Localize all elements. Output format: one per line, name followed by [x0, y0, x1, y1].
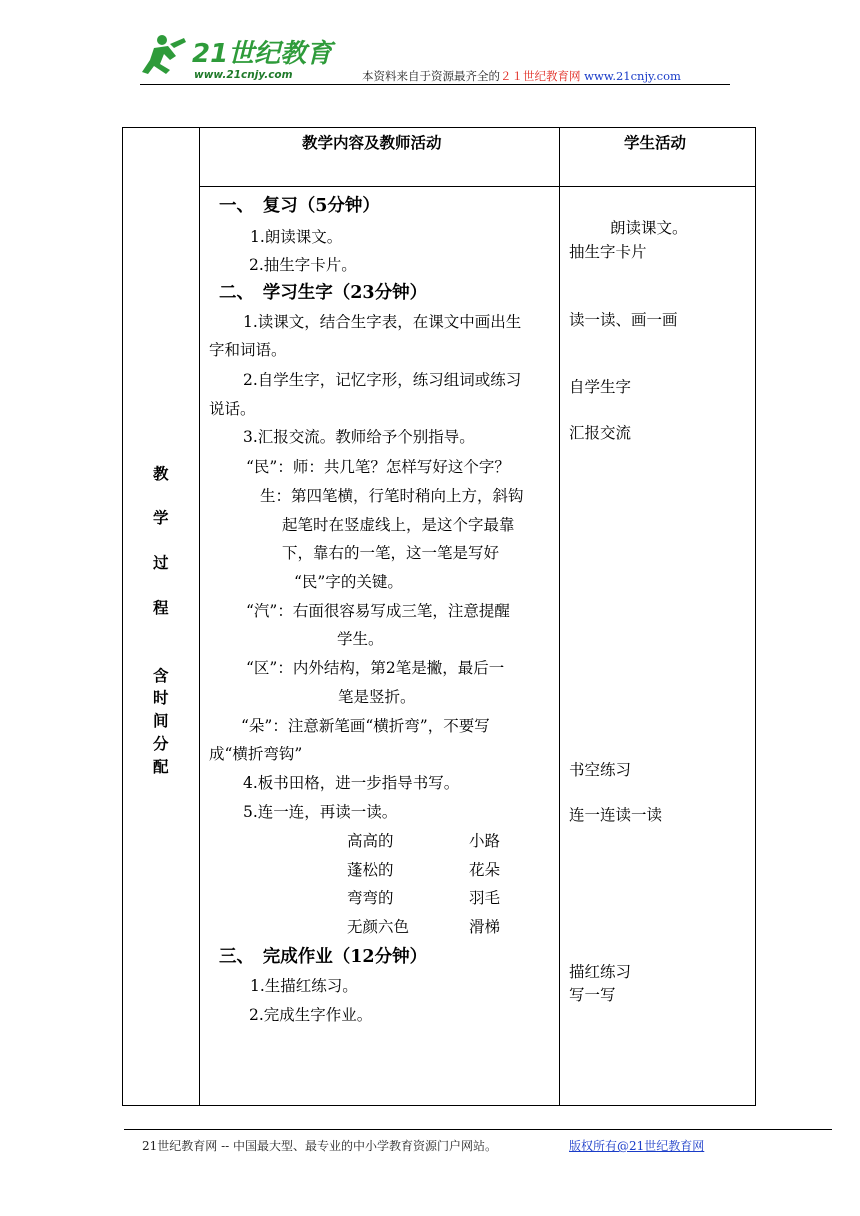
header-note-prefix: 本资料来自于资源最齐全的	[362, 69, 500, 83]
teacher-line: 2.抽生字卡片。	[249, 256, 357, 274]
teacher-line: 成“横折弯钩”	[209, 745, 303, 763]
side-sublabel-char: 配	[153, 757, 169, 776]
side-column-divider	[199, 127, 200, 1106]
match-right-item: 花朵	[469, 861, 501, 879]
match-left-item: 高高的	[347, 832, 394, 850]
header-divider	[140, 84, 730, 85]
header-note-url[interactable]: www.21cnjy.com	[584, 69, 681, 83]
teacher-line: 1.读课文，结合生字表，在课文中画出生	[243, 313, 522, 331]
teacher-line: 生：第四笔横，行笔时稍向上方，斜钩	[260, 487, 524, 505]
match-right-item: 小路	[469, 832, 501, 850]
teacher-line: 2.自学生字，记忆字形，练习组词或练习	[243, 371, 522, 389]
section-homework-heading: 三、 完成作业（12分钟）	[219, 947, 428, 967]
teacher-line: 2.完成生字作业。	[249, 1006, 373, 1024]
teacher-line: 1.生描红练习。	[250, 977, 358, 995]
header-note-brand[interactable]: ２１世纪教育网	[500, 69, 581, 83]
section-review-heading: 一、 复习（5分钟）	[219, 196, 380, 216]
teacher-line: “汽”：右面很容易写成三笔，注意提醒	[246, 602, 510, 620]
footer-text: 21世纪教育网 -- 中国最大型、最专业的中小学教育资源门户网站。	[142, 1139, 498, 1153]
side-sublabel-char: 时	[153, 688, 169, 707]
header-note	[362, 68, 681, 84]
student-line: 描红练习	[569, 963, 632, 981]
site-logo	[140, 30, 340, 84]
teacher-line: “民”字的关键。	[294, 573, 403, 591]
match-left-item: 无颜六色	[347, 918, 410, 936]
side-label-char: 程	[153, 598, 169, 617]
side-label-char: 学	[153, 508, 169, 527]
student-column-divider	[559, 127, 560, 1106]
student-line: 书空练习	[569, 761, 632, 779]
match-left-item: 蓬松的	[347, 861, 394, 879]
logo-text: 21世纪教育	[192, 39, 333, 69]
footer-divider	[124, 1129, 832, 1130]
teacher-line: 3.汇报交流。教师给予个别指导。	[243, 428, 475, 446]
teacher-line: 学生。	[337, 630, 384, 648]
student-line: 抽生字卡片	[569, 243, 647, 261]
student-line: 汇报交流	[569, 424, 632, 442]
side-label-char: 教	[153, 464, 169, 483]
teacher-column-header: 教学内容及教师活动	[302, 133, 442, 152]
student-line: 连一连读一读	[569, 806, 663, 824]
runner-icon	[142, 35, 186, 74]
student-line: 朗读课文。	[610, 219, 688, 237]
header-row-divider	[199, 186, 756, 187]
student-column-header: 学生活动	[624, 133, 687, 152]
table-border-right	[755, 127, 756, 1106]
teacher-line: 1.朗读课文。	[250, 228, 343, 246]
footer-copyright-link[interactable]: 版权所有@21世纪教育网	[569, 1139, 705, 1153]
table-border-left	[122, 127, 123, 1106]
student-line: 写一写	[569, 986, 616, 1004]
teacher-line: “区”：内外结构，第2笔是撇，最后一	[246, 659, 505, 677]
table-border-top	[122, 127, 756, 128]
match-right-item: 羽毛	[469, 889, 501, 907]
teacher-line: 字和词语。	[209, 341, 287, 359]
side-label-char: 过	[153, 553, 169, 572]
student-line: 读一读、画一画	[569, 311, 678, 329]
match-left-item: 弯弯的	[347, 889, 394, 907]
teacher-line: 4.板书田格，进一步指导书写。	[243, 774, 460, 792]
section-learn-heading: 二、 学习生字（23分钟）	[219, 283, 428, 303]
teacher-line: 笔是竖折。	[338, 688, 416, 706]
logo-url: www.21cnjy.com	[194, 69, 293, 81]
teacher-line: “民”：师：共几笔？怎样写好这个字？	[246, 458, 510, 476]
table-border-bottom	[122, 1105, 756, 1106]
side-sublabel-char: 含	[153, 666, 169, 685]
student-line: 自学生字	[569, 378, 632, 396]
teacher-line: “朵”：注意新笔画“横折弯”，不要写	[241, 717, 490, 735]
teacher-line: 说话。	[209, 400, 256, 418]
teacher-line: 5.连一连，再读一读。	[243, 803, 398, 821]
side-sublabel-char: 间	[153, 711, 169, 730]
side-sublabel-char: 分	[153, 734, 169, 753]
match-right-item: 滑梯	[469, 918, 501, 936]
teacher-line: 下，靠右的一笔，这一笔是写好	[282, 544, 500, 562]
teacher-line: 起笔时在竖虚线上，是这个字最靠	[282, 516, 515, 534]
